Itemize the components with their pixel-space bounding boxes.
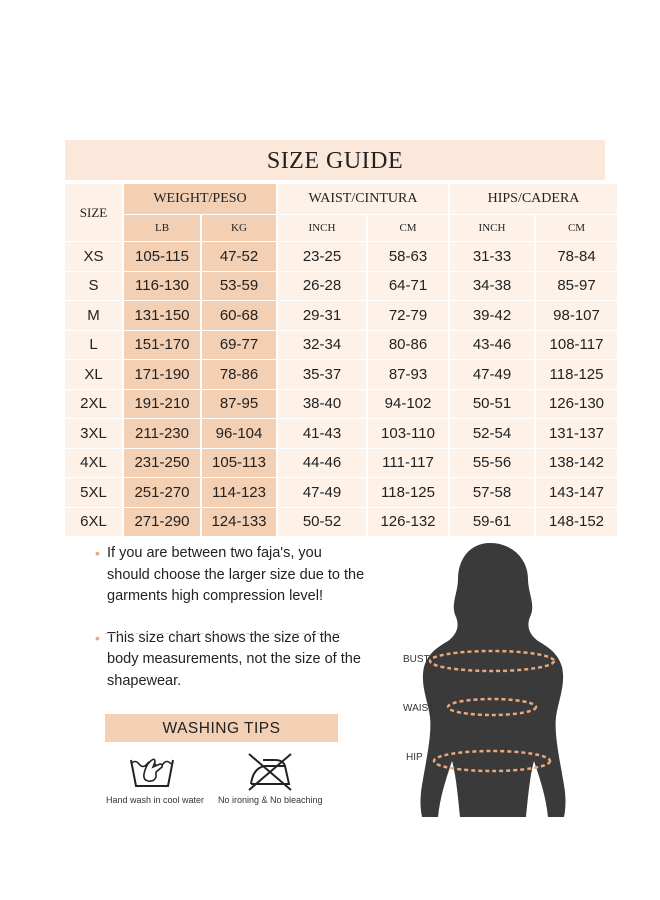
table-cell: 58-63 (368, 241, 448, 271)
body-silhouette (400, 535, 585, 820)
hand-wash-caption: Hand wash in cool water (106, 795, 205, 805)
table-cell: 105-115 (124, 241, 200, 271)
note-1-text: If you are between two faja's, you should choose the larger size due to the garments high compression level! (107, 545, 365, 604)
table-cell: 114-123 (202, 477, 276, 507)
size-label: S (65, 271, 122, 301)
hip-label: HIP (406, 752, 423, 763)
table-cell: 50-52 (278, 507, 366, 537)
table-cell: 78-84 (536, 241, 617, 271)
table-cell: 34-38 (450, 271, 534, 301)
hips-header: HIPS/CADERA (450, 183, 617, 214)
table-cell: 47-49 (450, 359, 534, 389)
note-1 (95, 543, 365, 608)
size-header: SIZE (65, 183, 122, 241)
table-cell: 111-117 (368, 448, 448, 478)
table-cell: 31-33 (450, 241, 534, 271)
table-cell: 138-142 (536, 448, 617, 478)
table-cell: 118-125 (368, 477, 448, 507)
table-cell: 116-130 (124, 271, 200, 301)
table-cell: 131-137 (536, 418, 617, 448)
table-cell: 148-152 (536, 507, 617, 537)
table-cell: 41-43 (278, 418, 366, 448)
table-cell: 85-97 (536, 271, 617, 301)
table-cell: 29-31 (278, 300, 366, 330)
table-cell: 23-25 (278, 241, 366, 271)
table-cell: 126-130 (536, 389, 617, 419)
size-label: L (65, 330, 122, 360)
unit-header: INCH (450, 214, 534, 241)
table-cell: 231-250 (124, 448, 200, 478)
table-cell: 87-95 (202, 389, 276, 419)
title-band (65, 140, 605, 180)
table-cell: 26-28 (278, 271, 366, 301)
table-cell: 47-49 (278, 477, 366, 507)
bullet-icon: • (95, 545, 100, 561)
table-cell: 96-104 (202, 418, 276, 448)
waist-label: WAIST (403, 703, 435, 714)
size-label: XL (65, 359, 122, 389)
table-cell: 124-133 (202, 507, 276, 537)
table-cell: 103-110 (368, 418, 448, 448)
size-label: 4XL (65, 448, 122, 478)
no-ironing-caption: No ironing & No bleaching (218, 795, 323, 805)
table-cell: 80-86 (368, 330, 448, 360)
bullet-icon: • (95, 629, 100, 646)
page-title: SIZE GUIDE (266, 148, 404, 174)
table-cell: 32-34 (278, 330, 366, 360)
table-cell: 271-290 (124, 507, 200, 537)
washing-tips-title: WASHING TIPS (162, 720, 281, 737)
table-cell: 78-86 (202, 359, 276, 389)
divider (105, 633, 340, 634)
unit-header: CM (368, 214, 448, 241)
table-cell: 52-54 (450, 418, 534, 448)
silhouette-svg (400, 535, 585, 820)
table-cell: 39-42 (450, 300, 534, 330)
notes (95, 543, 365, 692)
table-cell: 55-56 (450, 448, 534, 478)
unit-header: CM (536, 214, 617, 241)
table-cell: 69-77 (202, 330, 276, 360)
note-2-text: This size chart shows the size of the body measurements, not the size of the shapewear. (107, 629, 361, 689)
bust-label: BUST (403, 654, 430, 665)
table-cell: 171-190 (124, 359, 200, 389)
table-cell: 43-46 (450, 330, 534, 360)
table-cell: 108-117 (536, 330, 617, 360)
table-cell: 94-102 (368, 389, 448, 419)
table-cell: 211-230 (124, 418, 200, 448)
table-cell: 50-51 (450, 389, 534, 419)
unit-header: KG (202, 214, 276, 241)
table-cell: 35-37 (278, 359, 366, 389)
table-cell: 131-150 (124, 300, 200, 330)
table-cell: 59-61 (450, 507, 534, 537)
size-label: 6XL (65, 507, 122, 537)
table-cell: 126-132 (368, 507, 448, 537)
table-cell: 251-270 (124, 477, 200, 507)
table-cell: 98-107 (536, 300, 617, 330)
size-label: 3XL (65, 418, 122, 448)
table-cell: 143-147 (536, 477, 617, 507)
table-cell: 57-58 (450, 477, 534, 507)
table-cell: 47-52 (202, 241, 276, 271)
table-cell: 53-59 (202, 271, 276, 301)
table-cell: 60-68 (202, 300, 276, 330)
size-label: M (65, 300, 122, 330)
table-cell: 191-210 (124, 389, 200, 419)
table-cell: 87-93 (368, 359, 448, 389)
size-label: 2XL (65, 389, 122, 419)
size-label: 5XL (65, 477, 122, 507)
table-cell: 44-46 (278, 448, 366, 478)
hand-wash-icon (128, 750, 176, 797)
table-cell: 118-125 (536, 359, 617, 389)
table-cell: 151-170 (124, 330, 200, 360)
silhouette-shape (421, 543, 566, 817)
waist-header: WAIST/CINTURA (278, 183, 448, 214)
no-ironing-icon (245, 750, 295, 797)
table-cell: 38-40 (278, 389, 366, 419)
washing-tips-band (105, 714, 338, 742)
size-label: XS (65, 241, 122, 271)
weight-header: WEIGHT/PESO (124, 183, 276, 214)
table-cell: 72-79 (368, 300, 448, 330)
table-cell: 105-113 (202, 448, 276, 478)
size-table (65, 183, 605, 536)
table-cell: 64-71 (368, 271, 448, 301)
unit-header: LB (124, 214, 200, 241)
note-2 (95, 628, 365, 693)
unit-header: INCH (278, 214, 366, 241)
